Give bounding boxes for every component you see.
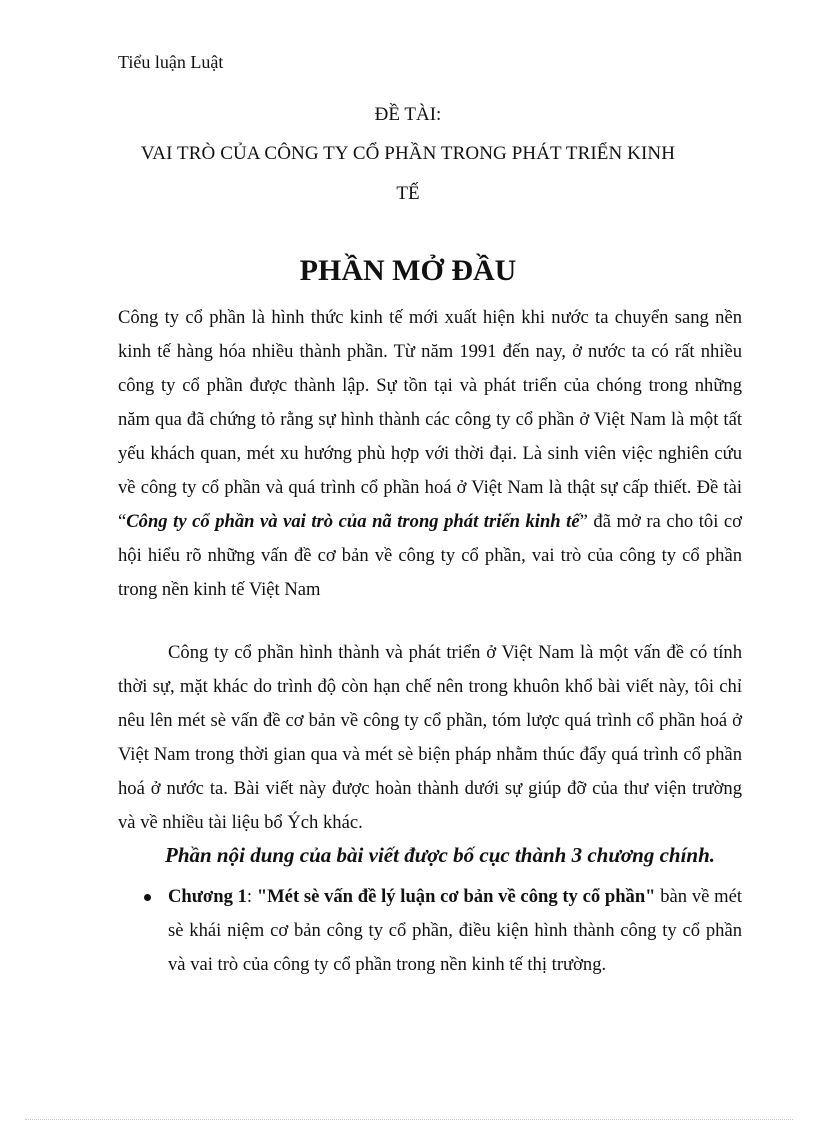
topic-emphasis: Công ty cổ phần và vai trò của nã trong phát triển kinh tế	[126, 511, 580, 532]
running-header: Tiểu luận Luật	[118, 52, 224, 72]
list-item	[140, 880, 742, 982]
structure-subheading: Phần nội dung của bài viết được bố cục thành 3 chương chính.	[165, 843, 716, 867]
chapter-title: "Mét sè vấn đề lý luận cơ bản về công ty cổ phần"	[256, 886, 656, 907]
title-line-1: VAI TRÒ CỦA CÔNG TY CỔ PHẦN TRONG PHÁT TRIỂN KINH	[140, 143, 676, 164]
scope-paragraph: Công ty cổ phần hình thành và phát triển ở Việt Nam là một vấn đề có tính thời sự, mặt khác do trình độ còn hạn chế nên trong khuôn khổ bài viết này, tôi chỉ nêu lên mét sè vấn đề cơ bản về công ty cổ phần, tóm lược quá trình cổ phần hoá ở Việt Nam trong thời gian qua và mét sè biện pháp nhằm thúc đẩy quá trình cổ phần hoá ở nước ta. Bài viết này được hoàn thành dưới sự giúp đỡ của thư viện trường và về nhiều tài liệu bổ Ých khác.	[118, 642, 742, 833]
chapter-list	[140, 880, 742, 982]
chapter-description: bàn về mét sè khái niệm cơ bản công ty cổ phần, điều kiện hình thành công ty cổ phần và vai trò của công ty cổ phần trong nền kinh tế thị trường.	[168, 886, 742, 975]
intro-paragraph	[118, 301, 742, 607]
chapter-1-item	[168, 880, 742, 982]
page-border-dotted	[25, 1119, 793, 1120]
chapter-label: Chương 1	[168, 886, 247, 907]
title-line-2: TẾ	[396, 183, 420, 204]
chapter-separator: :	[246, 886, 257, 907]
intro-text: Công ty cổ phần là hình thức kinh tế mới xuất hiện khi nước ta chuyển sang nền kinh tế hàng hóa nhiều thành phần. Từ năm 1991 đến nay, ở nước ta có rất nhiều công ty cổ phần được thành lập. Sự tồn tại và phát triển của chóng trong những năm qua đã chứng tỏ rằng sự hình thành các công ty cổ phần ở Việt Nam là một tất yếu khách quan, mét xu hướng phù hợp với thời đại. Là sinh viên việc nghiên cứu về công ty cổ phần và quá trình cổ phần hoá ở Việt Nam là thật sự cấp thiết. Đề tài “	[118, 307, 742, 532]
section-heading: PHẦN MỞ ĐẦU	[299, 254, 517, 287]
intro-text-continued: ” đã mở ra cho tôi cơ hội hiểu rõ những vấn đề cơ bản về công ty cổ phần, vai trò của công ty cổ phần trong nền kinh tế Việt Nam	[118, 511, 742, 600]
title-label: ĐỀ TÀI:	[374, 104, 442, 125]
